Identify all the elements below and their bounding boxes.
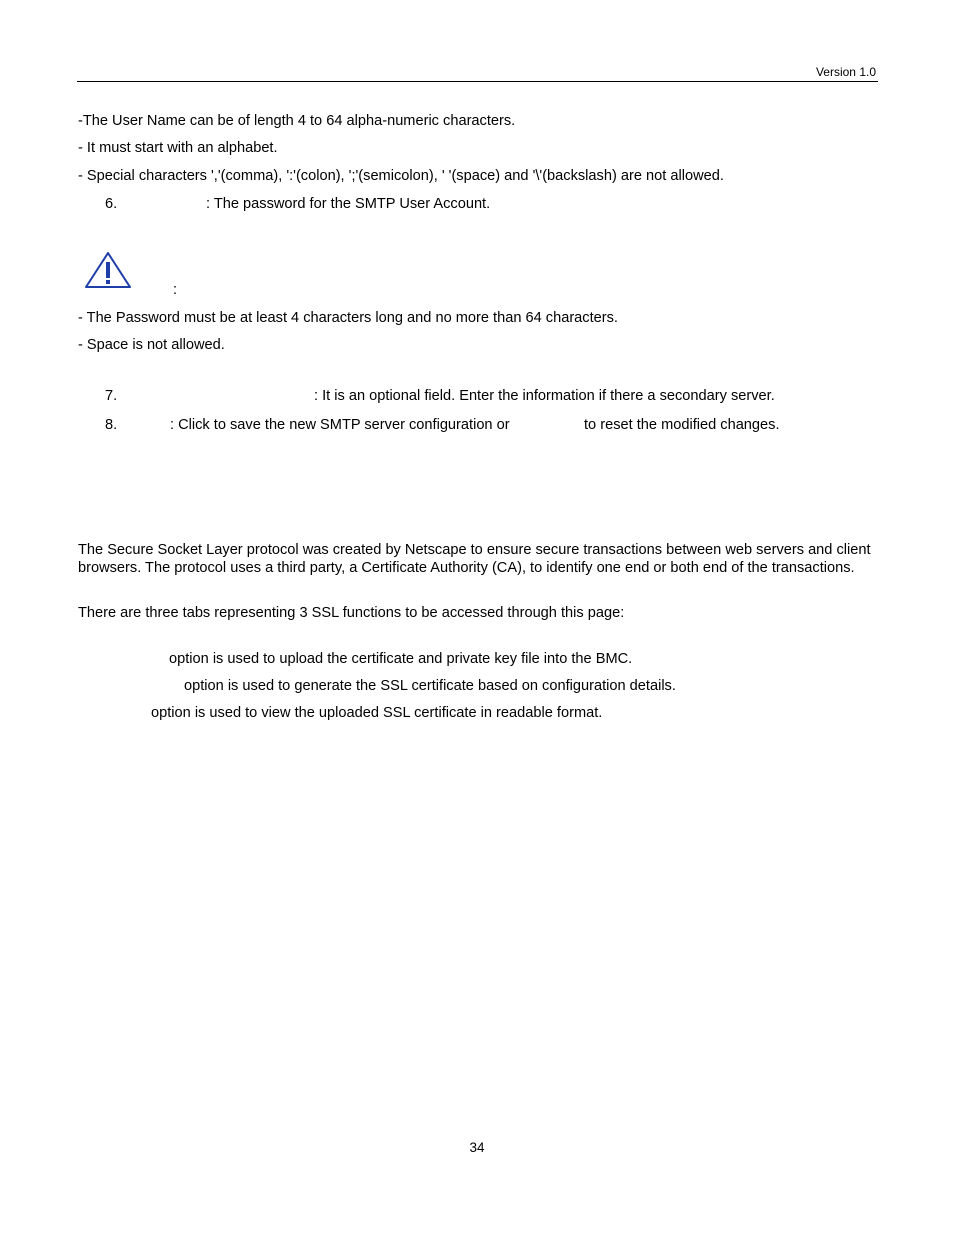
- step-8-text-a: : Click to save the new SMTP server configuration or: [170, 417, 510, 433]
- step-6-number: 6.: [105, 196, 118, 212]
- version-label: Version 1.0: [815, 65, 876, 79]
- username-rule-3: - Special characters ','(comma), ':'(colon), ';'(semicolon), ' '(space) and '\'(backslash) are not allowed.: [78, 168, 724, 184]
- page-number: 34: [469, 1140, 485, 1155]
- password-rule-2: - Space is not allowed.: [78, 337, 225, 353]
- ssl-option-generate: option is used to generate the SSL certificate based on configuration details.: [184, 678, 676, 694]
- username-rule-2: - It must start with an alphabet.: [78, 140, 278, 156]
- password-rule-1: - The Password must be at least 4 characters long and no more than 64 characters.: [78, 310, 618, 326]
- step-6-text: : The password for the SMTP User Account.: [206, 196, 491, 212]
- ssl-option-upload: option is used to upload the certificate and private key file into the BMC.: [169, 651, 633, 667]
- ssl-intro-paragraph: The Secure Socket Layer protocol was created by Netscape to ensure secure transactions between web servers and client browsers. The protocol uses a third party, a Certificate Authority (CA), to identify one end or both end of the transactions.: [78, 542, 871, 576]
- step-8-number: 8.: [105, 417, 118, 433]
- warning-triangle-icon: [84, 251, 132, 289]
- step-7-number: 7.: [105, 388, 118, 404]
- header-rule: [77, 81, 878, 82]
- step-7-text: : It is an optional field. Enter the information if there a secondary server.: [314, 388, 775, 404]
- ssl-option-view: option is used to view the uploaded SSL certificate in readable format.: [151, 705, 603, 721]
- step-8-text-b: to reset the modified changes.: [584, 417, 780, 433]
- ssl-tabs-intro: There are three tabs representing 3 SSL functions to be accessed through this page:: [78, 605, 625, 621]
- note-colon: :: [173, 282, 178, 298]
- username-rule-1: -The User Name can be of length 4 to 64 alpha-numeric characters.: [78, 113, 516, 129]
